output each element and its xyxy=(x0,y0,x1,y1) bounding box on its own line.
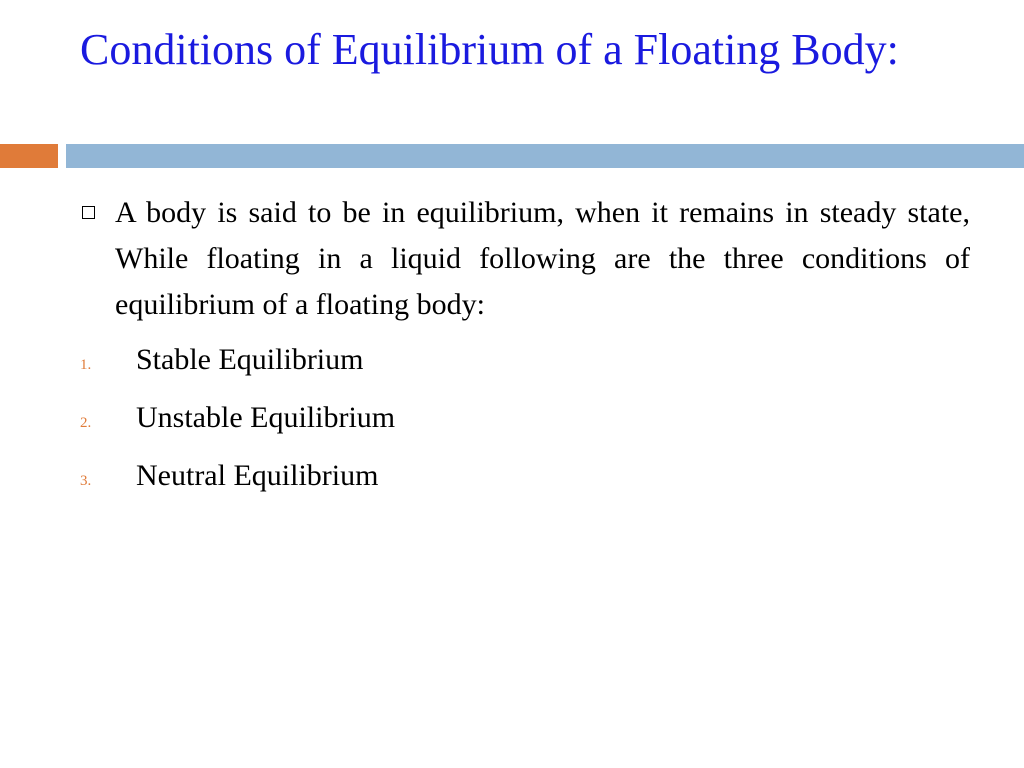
list-number: 2. xyxy=(80,415,92,431)
title-accent-bar xyxy=(0,144,58,168)
list-item-text: Stable Equilibrium xyxy=(136,343,364,376)
bullet-item xyxy=(80,190,970,328)
list-number: 1. xyxy=(80,357,92,373)
numbered-list xyxy=(80,340,970,514)
list-number: 3. xyxy=(80,473,92,489)
list-item xyxy=(80,398,970,456)
slide-body xyxy=(80,190,970,514)
list-item xyxy=(80,340,970,398)
title-divider-bar xyxy=(66,144,1024,168)
square-bullet-icon xyxy=(82,206,95,219)
slide-title: Conditions of Equilibrium of a Floating Body: xyxy=(80,25,899,74)
bullet-text: A body is said to be in equilibrium, when it remains in steady state, While floating in a liquid following are the three conditions of equilibrium of a floating body: xyxy=(115,196,970,321)
list-item-text: Neutral Equilibrium xyxy=(136,459,379,492)
list-item-text: Unstable Equilibrium xyxy=(136,401,396,434)
list-item xyxy=(80,456,970,514)
